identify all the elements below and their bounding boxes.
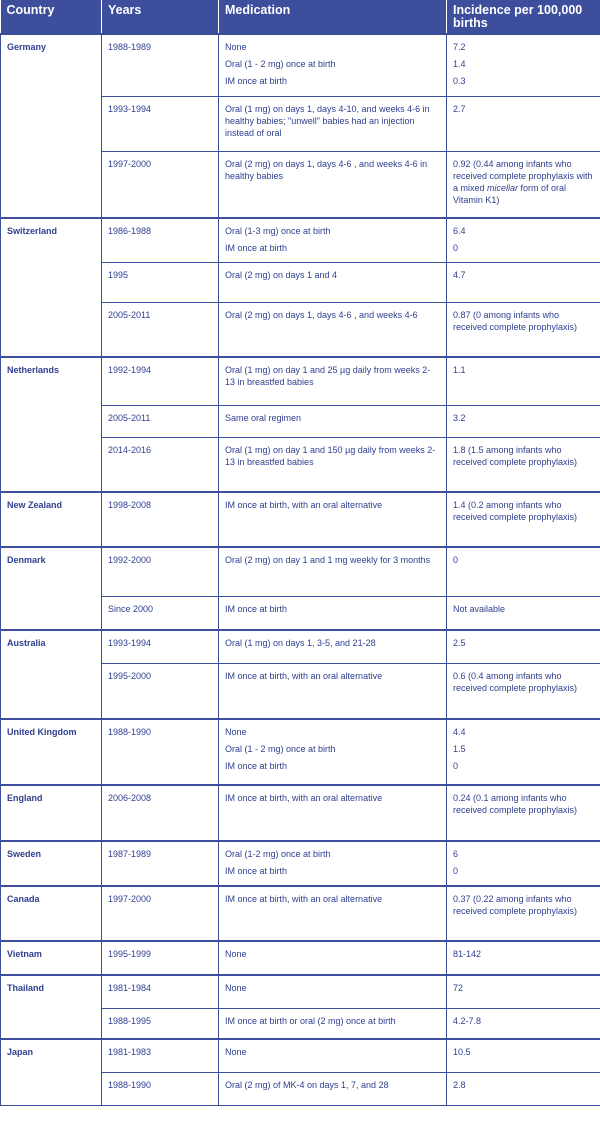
medication-line: IM once at birth [225,76,288,87]
table-row [1,492,600,547]
incidence-line: 6.4 [453,226,466,236]
years-cell: 1988-1995 [102,1008,219,1039]
table-body [1,34,600,1105]
incidence-cell [447,218,600,262]
table-row [1,547,600,596]
medication-cell: Oral (2 mg) on days 1, days 4-6 , and weeks 4-6 in healthy babies [219,151,447,218]
medication-cell: Same oral regimen [219,405,447,437]
medication-cell [219,218,447,262]
table-row [1,975,600,1008]
incidence-cell: 4.7 [447,262,600,302]
country-cell: Germany [1,34,102,218]
incidence-cell: 0.24 (0.1 among infants who received complete prophylaxis) [447,785,600,841]
incidence-text: form of oral Vitamin K1) [453,182,567,206]
medication-line: Oral (1-3 mg) once at birth [225,226,331,236]
incidence-cell: 0.37 (0.22 among infants who received complete prophylaxis) [447,886,600,941]
incidence-cell: 1.4 (0.2 among infants who received complete prophylaxis) [447,492,600,547]
table-header [1,0,600,34]
header-row [1,0,600,34]
incidence-cell: 1.8 (1.5 among infants who received complete prophylaxis) [447,437,600,492]
incidence-cell: 0.87 (0 among infants who received complete prophylaxis) [447,302,600,357]
country-cell: Canada [1,886,102,941]
medication-line: None [225,727,247,737]
years-cell: 1995-2000 [102,663,219,719]
medication-cell: None [219,941,447,975]
medication-cell: Oral (1 mg) on days 1, days 4-10, and weeks 4-6 in healthy babies; "unwell" babies had an injection instead of oral [219,96,447,151]
medication-cell: Oral (2 mg) of MK-4 on days 1, 7, and 28 [219,1072,447,1105]
years-cell: 1992-1994 [102,357,219,405]
medication-cell [219,719,447,785]
incidence-cell [447,719,600,785]
country-cell: Japan [1,1039,102,1105]
incidence-line: 1.5 [453,744,466,755]
incidence-cell: 1.1 [447,357,600,405]
incidence-line: 7.2 [453,42,466,52]
medication-cell: None [219,1039,447,1072]
incidence-line: 0 [453,761,459,772]
incidence-cell: 2.5 [447,630,600,663]
country-cell: Sweden [1,841,102,886]
header-medication: Medication [219,0,447,34]
years-cell: 1993-1994 [102,96,219,151]
country-cell: England [1,785,102,841]
medication-cell: Oral (1 mg) on days 1, 3-5, and 21-28 [219,630,447,663]
medication-line: IM once at birth [225,243,288,254]
table-row [1,357,600,405]
years-cell: 2006-2008 [102,785,219,841]
years-cell: 1988-1990 [102,719,219,785]
header-incidence: Incidence per 100,000 births [447,0,600,34]
years-cell: Since 2000 [102,596,219,630]
medication-cell: IM once at birth, with an oral alternative [219,492,447,547]
incidence-line: 0.3 [453,76,466,87]
country-cell: Vietnam [1,941,102,975]
years-cell: 1988-1990 [102,1072,219,1105]
incidence-cell: 72 [447,975,600,1008]
years-cell: 2014-2016 [102,437,219,492]
medication-cell: Oral (2 mg) on days 1 and 4 [219,262,447,302]
years-cell: 1988-1989 [102,34,219,96]
incidence-cell: 2.7 [447,96,600,151]
years-cell: 1987-1989 [102,841,219,886]
table-row [1,630,600,663]
incidence-cell: 4.2-7.8 [447,1008,600,1039]
country-cell: Denmark [1,547,102,630]
medication-cell: IM once at birth or oral (2 mg) once at birth [219,1008,447,1039]
incidence-line: 4.4 [453,727,466,737]
medication-line: Oral (1 - 2 mg) once at birth [225,59,336,70]
country-cell: Switzerland [1,218,102,357]
medication-line: None [225,42,247,52]
table-row [1,886,600,941]
incidence-cell: Not available [447,596,600,630]
incidence-line: 0 [453,866,459,877]
table-row [1,941,600,975]
medication-line: IM once at birth [225,866,288,877]
medication-cell: Oral (2 mg) on day 1 and 1 mg weekly for 3 months [219,547,447,596]
table-row [1,841,600,886]
years-cell: 1992-2000 [102,547,219,596]
medication-line: Oral (1-2 mg) once at birth [225,849,331,859]
years-cell: 1997-2000 [102,886,219,941]
years-cell: 2005-2011 [102,302,219,357]
years-cell: 1995 [102,262,219,302]
incidence-cell: 81-142 [447,941,600,975]
years-cell: 1986-1988 [102,218,219,262]
incidence-line: 0 [453,243,459,254]
incidence-cell: 2.8 [447,1072,600,1105]
incidence-line: 1.4 [453,59,466,70]
years-cell: 1981-1984 [102,975,219,1008]
medication-cell: IM once at birth, with an oral alternative [219,663,447,719]
years-cell: 1993-1994 [102,630,219,663]
country-cell: United Kingdom [1,719,102,785]
country-cell: Netherlands [1,357,102,492]
country-cell: Australia [1,630,102,719]
table-row [1,785,600,841]
years-cell: 1981-1983 [102,1039,219,1072]
medication-line: Oral (1 - 2 mg) once at birth [225,744,336,755]
medication-cell: IM once at birth, with an oral alternative [219,785,447,841]
medication-line: IM once at birth [225,761,288,772]
country-cell: New Zealand [1,492,102,547]
incidence-text: 0.92 (0.44 among infants who received complete prophylaxis with a mixed [453,158,593,193]
incidence-cell: 10.5 [447,1039,600,1072]
header-years: Years [102,0,219,34]
incidence-cell [447,841,600,886]
table-row [1,719,600,785]
table-row [1,1039,600,1072]
years-cell: 1997-2000 [102,151,219,218]
medication-cell: Oral (2 mg) on days 1, days 4-6 , and weeks 4-6 [219,302,447,357]
years-cell: 1998-2008 [102,492,219,547]
medication-cell [219,34,447,96]
medication-cell: None [219,975,447,1008]
table-row [1,34,600,96]
medication-cell: Oral (1 mg) on day 1 and 150 µg daily from weeks 2-13 in breastfed babies [219,437,447,492]
medication-cell [219,841,447,886]
header-country: Country [1,0,102,34]
medication-cell: Oral (1 mg) on day 1 and 25 µg daily from weeks 2-13 in breastfed babies [219,357,447,405]
incidence-cell [447,151,600,218]
country-cell: Thailand [1,975,102,1039]
medication-cell: IM once at birth [219,596,447,630]
incidence-cell: 0 [447,547,600,596]
incidence-cell [447,34,600,96]
incidence-cell: 3.2 [447,405,600,437]
table-row [1,218,600,262]
incidence-italic: micellar [487,182,519,193]
incidence-cell: 0.6 (0.4 among infants who received complete prophylaxis) [447,663,600,719]
medication-cell: IM once at birth, with an oral alternative [219,886,447,941]
years-cell: 2005-2011 [102,405,219,437]
incidence-line: 6 [453,849,459,859]
years-cell: 1995-1999 [102,941,219,975]
